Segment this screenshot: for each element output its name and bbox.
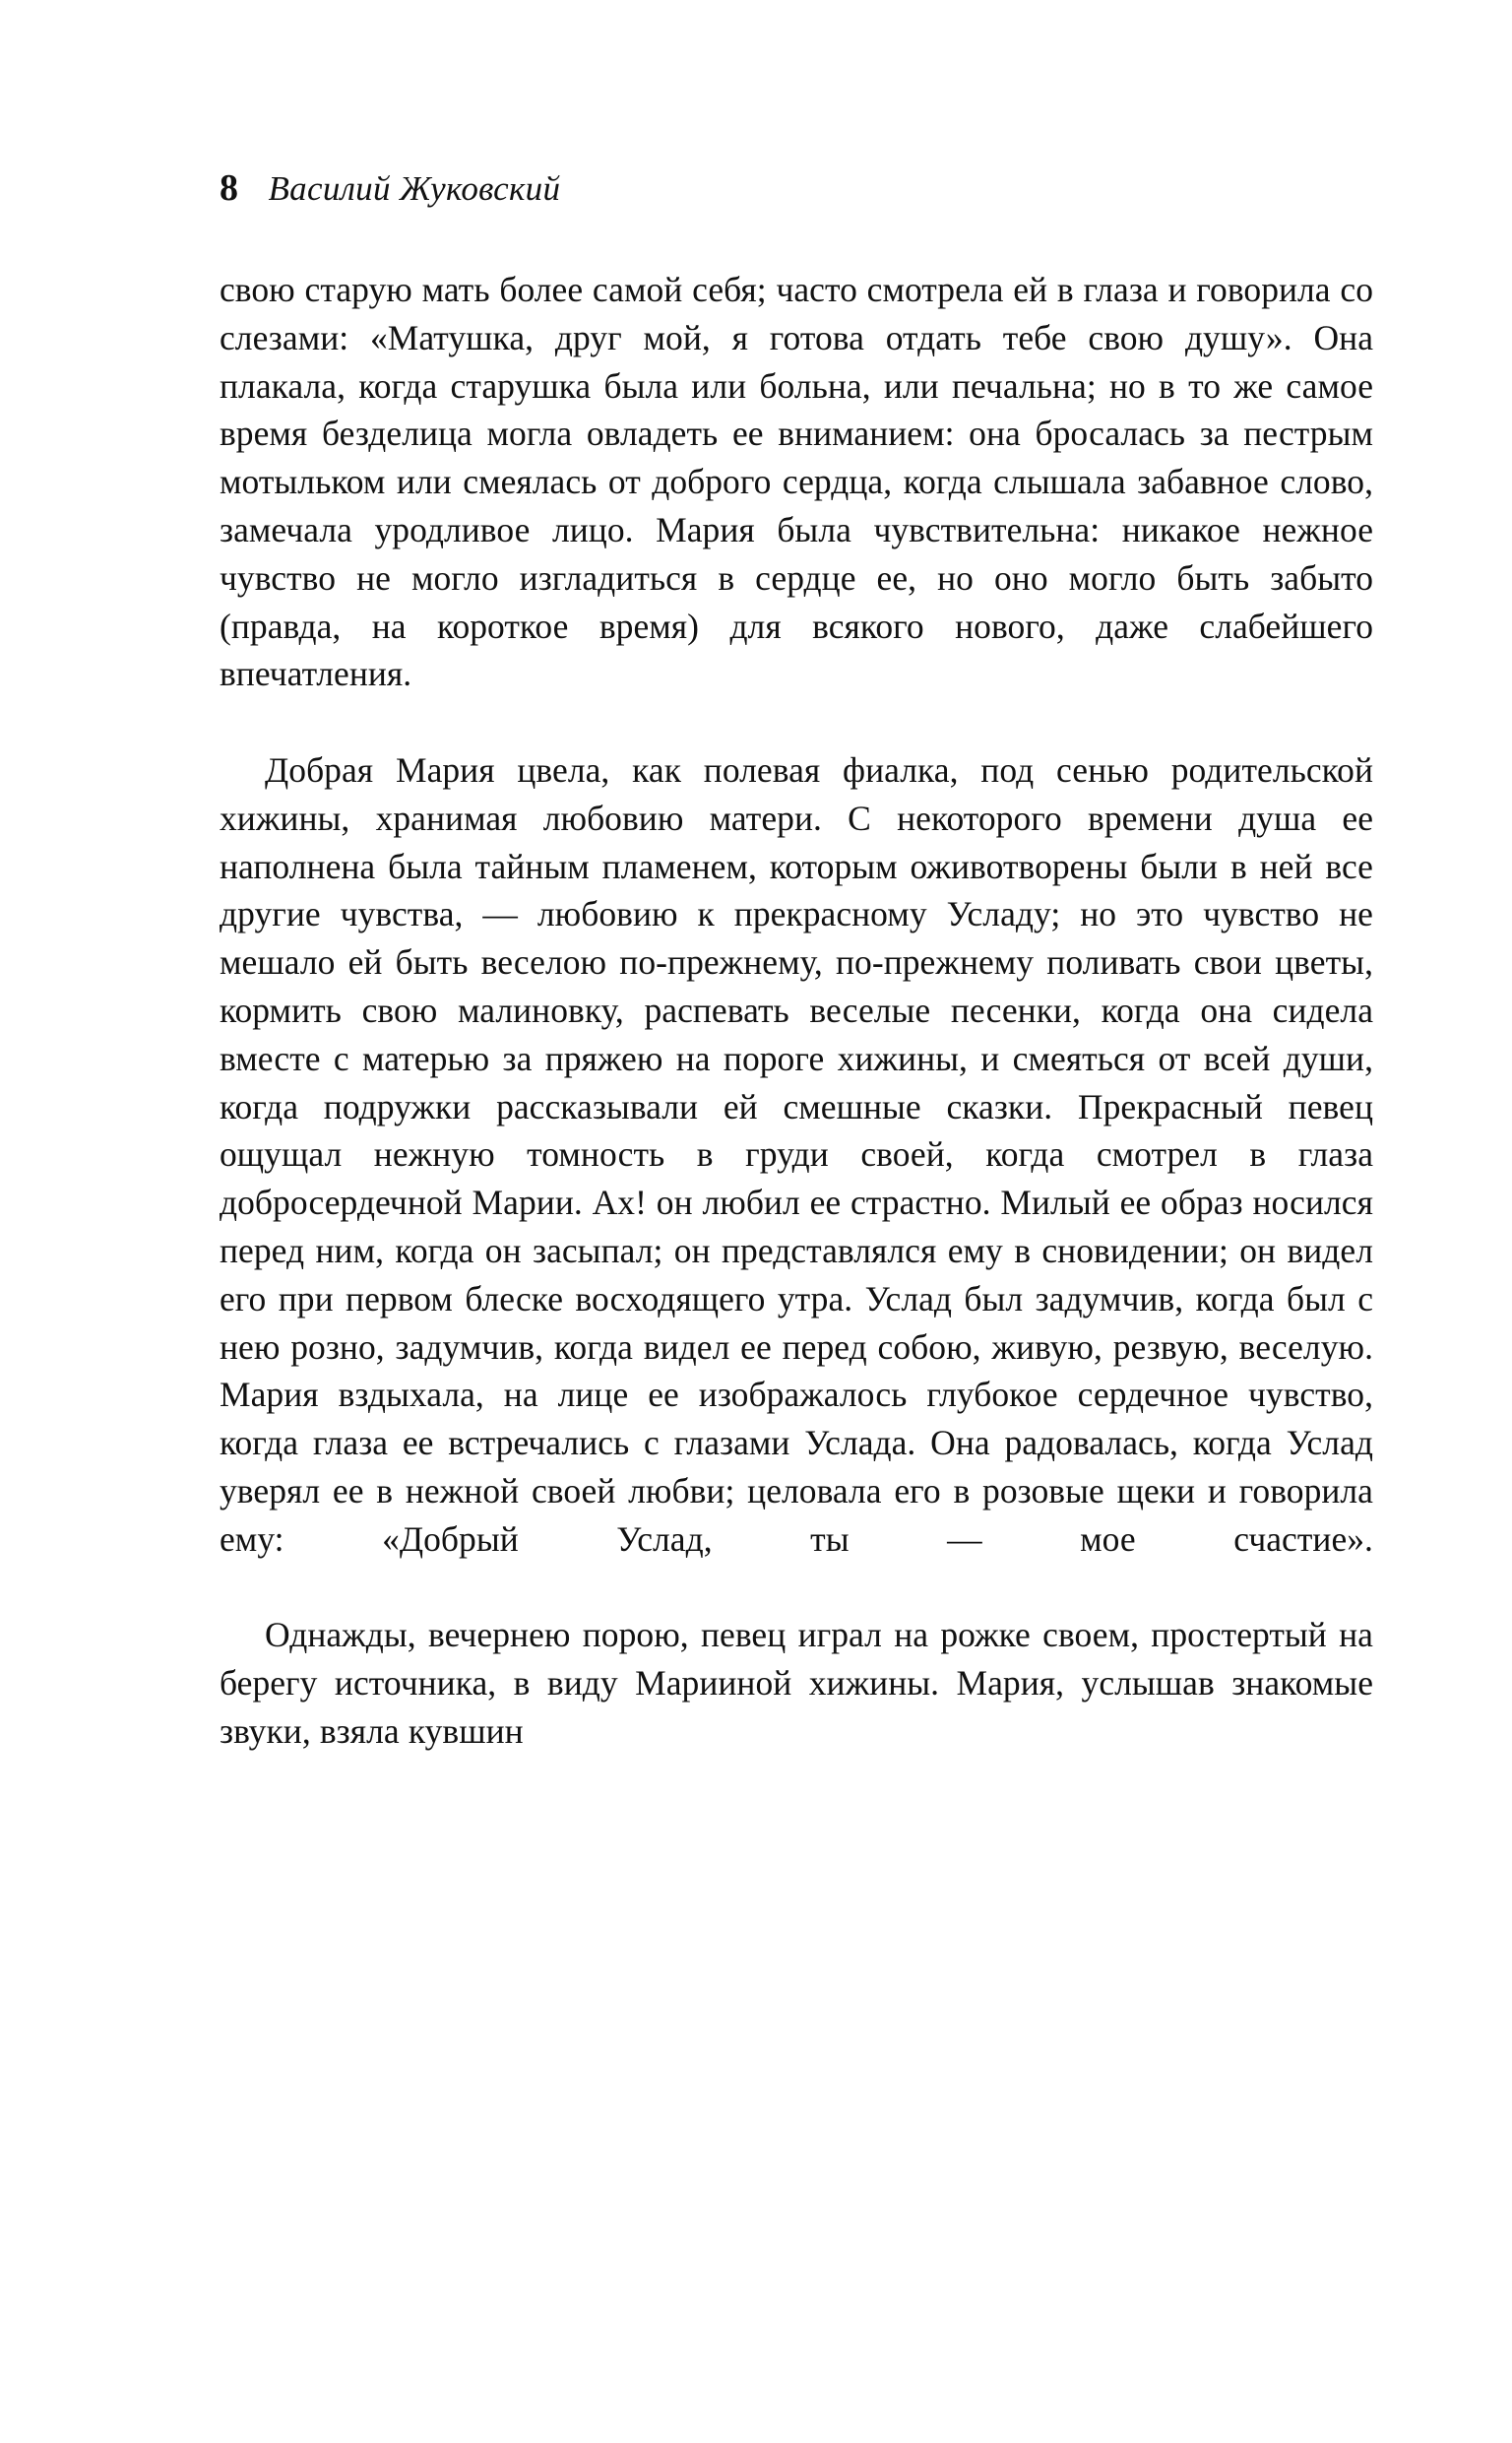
body-text-column [220,266,1373,1756]
page-number: 8 [220,167,239,209]
paragraph-odnazhdy: Однажды, вечернею порою, певец играл на рожке своем, простертый на берегу источника, в виду Марииной хижины. Мария, услышав знакомые звуки, взяла кувшин [220,1615,1373,1751]
running-head [220,169,1373,207]
paragraph-continued: свою старую мать более самой себя; часто смотрела ей в глаза и говорила со слезами: «Матушка, друг мой, я готова отдать тебе свою душу». Она плакала, когда старушка была или больна, или печальна; но в то же самое время безделица могла овладеть ее вниманием: она бросалась за пестрым мотыльком или смеялась от доброго сердца, когда слышала забавное слово, замечала уродливое лицо. Мария была чувствительна: никакое нежное чувство не могло изгладиться в сердце ее, но оно могло быть забыто (правда, на короткое время) для всякого нового, даже слабейшего впечатления. [220,270,1373,694]
paragraph-dobraya-mariya: Добрая Мария цвела, как полевая фиалка, под сенью родительской хижины, хранимая любовию матери. С некоторого времени душа ее наполнена была тайным пламенем, которым оживотворены были в ней все другие чувства, — любовию к прекрасному Усладу; но это чувство не мешало ей быть веселою по-прежнему, по-прежнему поливать свои цветы, кормить свою малиновку, распевать веселые песенки, когда она сидела вместе с матерью за пряжею на пороге хижины, и смеяться от всей души, когда подружки рассказывали ей смешные сказки. Прекрасный певец ощущал нежную томность в груди своей, когда смотрел в глаза добросердечной Марии. Ах! он любил ее страстно. Милый ее образ носился перед ним, когда он засыпал; он представлялся ему в сновидении; он видел его при первом блеске восходящего утра. Услад был задумчив, когда был с нею розно, задумчив, когда видел ее перед собою, живую, резвую, веселую. Мария вздыхала, на лице ее изображалось глубокое сердечное чувство, когда глаза ее встречались с глазами Услада. Она радовалась, когда Услад уверял ее в нежной своей любви; целовала его в розовые щеки и говорила ему: «Добрый Услад, ты — мое счастие». [220,749,1373,1559]
running-title-author: Василий Жуковский [268,169,561,208]
